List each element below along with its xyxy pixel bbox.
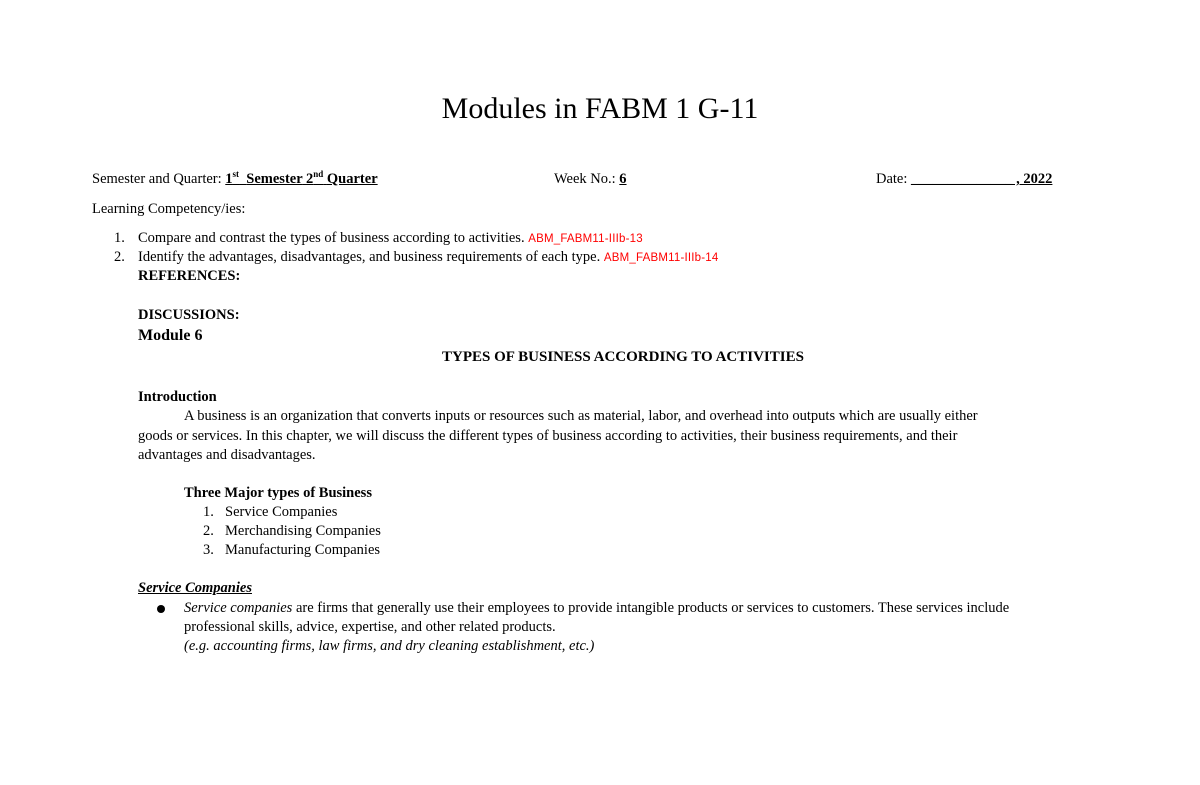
week-line xyxy=(554,171,627,188)
bullet-icon xyxy=(157,605,165,613)
week-label: Week No.: xyxy=(554,171,616,187)
service-companies-heading: Service Companies xyxy=(138,580,252,596)
major-type-item: Merchandising Companies xyxy=(225,523,381,539)
competency-num-2: 2. xyxy=(114,249,125,265)
major-type-num: 3. xyxy=(203,542,214,558)
introduction-paragraph xyxy=(138,407,1038,466)
service-term: Service companies xyxy=(184,600,293,616)
document-title: Modules in FABM 1 G-11 xyxy=(441,92,759,125)
date-line xyxy=(876,171,1052,188)
major-type-num: 2. xyxy=(203,523,214,539)
service-definition-line-2: professional skills, advice, expertise, and other related products. xyxy=(184,619,556,635)
introduction-heading: Introduction xyxy=(138,389,217,405)
service-example: (e.g. accounting firms, law firms, and dry cleaning establishment, etc.) xyxy=(184,638,595,654)
semester-label: Semester and Quarter: xyxy=(92,171,222,187)
intro-line: A business is an organization that converts inputs or resources such as material, labor, and overhead into outputs which are usually either xyxy=(184,408,978,424)
major-type-num: 1. xyxy=(203,504,214,520)
service-definition-line-1: Service companies are firms that generally use their employees to provide intangible products or services to customers. These services include xyxy=(184,600,1010,616)
major-type-item: Manufacturing Companies xyxy=(225,542,381,558)
competency-num-1: 1. xyxy=(114,230,125,246)
intro-line: goods or services. In this chapter, we will discuss the different types of business according to activities, their business requirements, and their xyxy=(138,427,958,444)
module-heading: Module 6 xyxy=(138,327,203,344)
semester-quarter-line xyxy=(92,171,378,188)
major-type-item: Service Companies xyxy=(225,504,338,520)
competency-item-1: Compare and contrast the types of business according to activities. ABM_FABM11-IIIb-13 xyxy=(138,230,643,246)
competency-label: Learning Competency/ies: xyxy=(92,201,246,217)
semester-value: 1st Semester 2nd Quarter xyxy=(225,169,378,187)
competency-code-2: ABM_FABM11-IIIb-14 xyxy=(603,252,719,264)
section-heading: TYPES OF BUSINESS ACCORDING TO ACTIVITIES xyxy=(442,349,804,365)
discussions-heading: DISCUSSIONS: xyxy=(138,307,240,323)
references-heading: REFERENCES: xyxy=(138,268,241,284)
intro-line: advantages and disadvantages. xyxy=(138,447,316,463)
date-value: ______________ , 2022 xyxy=(911,171,1053,187)
major-types-heading: Three Major types of Business xyxy=(184,485,372,501)
week-value: 6 xyxy=(619,171,627,187)
competency-code-1: ABM_FABM11-IIIb-13 xyxy=(528,233,643,245)
competency-item-2: Identify the advantages, disadvantages, and business requirements of each type. ABM_FABM11-IIIb-14 xyxy=(138,249,719,265)
date-label: Date: xyxy=(876,171,908,187)
